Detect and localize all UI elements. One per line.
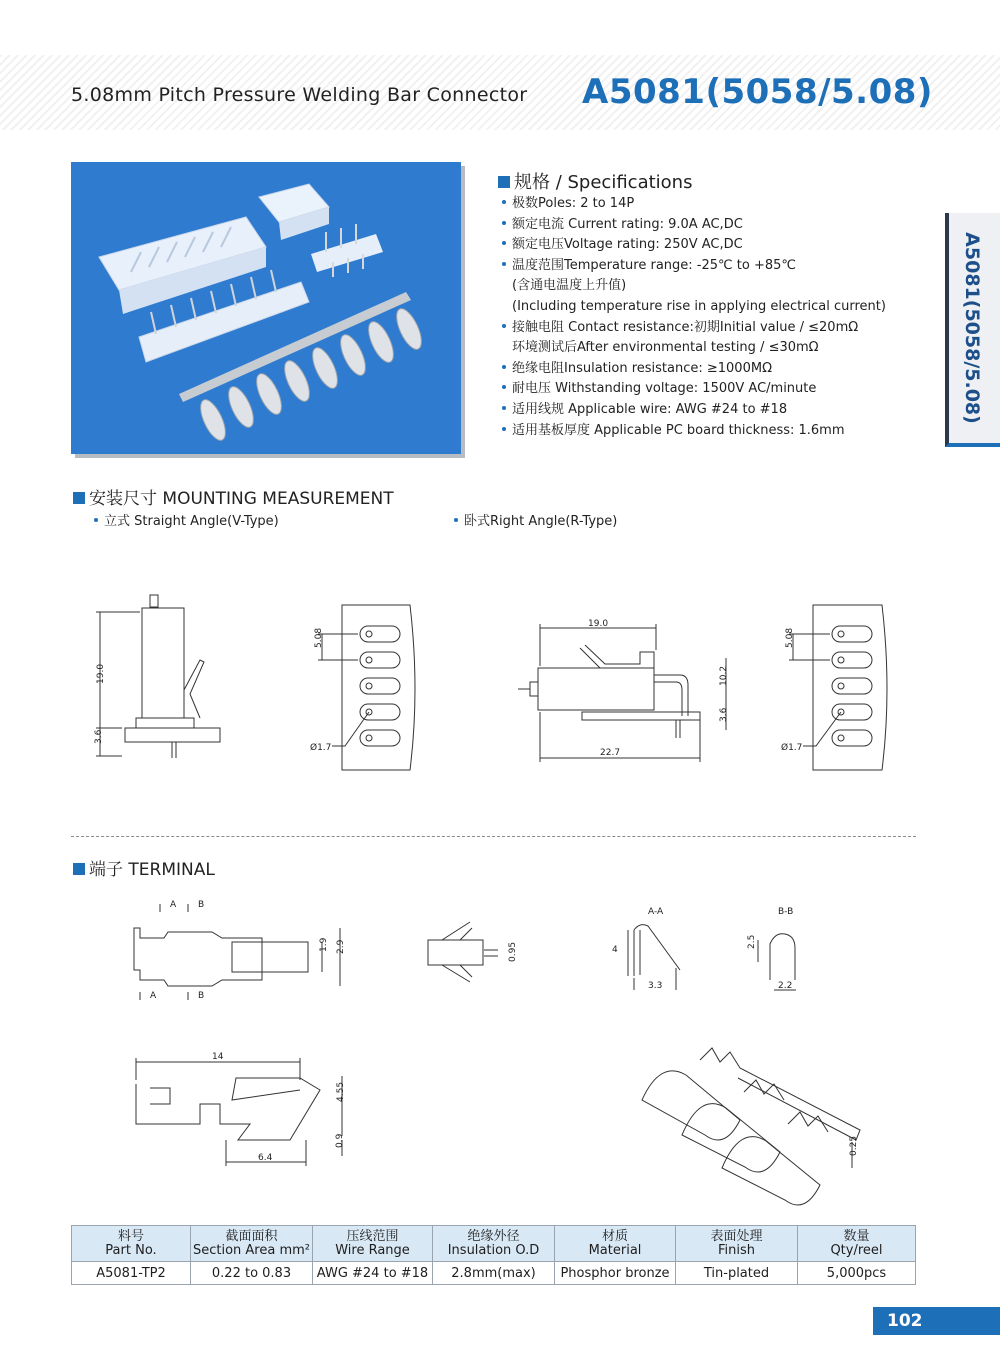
v-type-label: 立式 Straight Angle(V-Type) <box>94 510 279 529</box>
dim-label: Ø1.7 <box>310 743 332 753</box>
dim-label: 3.6 <box>94 729 104 744</box>
dim-label: 0.95 <box>508 941 518 962</box>
r-type-pcb-drawing <box>789 605 887 770</box>
table-cell: A5081-TP2 <box>72 1262 191 1285</box>
dim-label: B-B <box>778 907 794 917</box>
dim-label: 6.4 <box>258 1153 273 1163</box>
specifications-heading: 规格 / Specifications <box>498 168 692 194</box>
dim-label: 14 <box>212 1052 224 1062</box>
dim-label: B <box>198 991 205 1001</box>
terminal-heading: 端子 TERMINAL <box>73 855 215 880</box>
spec-item: 适用线规 Applicable wire: AWG #24 to #18 <box>502 400 886 421</box>
spec-item: 温度范围Temperature range: -25℃ to +85℃ <box>502 256 886 277</box>
r-type-side-drawing <box>518 624 726 762</box>
r-type-label: 卧式Right Angle(R-Type) <box>454 510 617 529</box>
table-header-cell: 材质 Material <box>555 1226 676 1262</box>
model-title: A5081(5058/5.08) <box>582 72 933 112</box>
square-bullet-icon <box>73 863 85 875</box>
table-header-cell: 绝缘外径 Insulation O.D <box>433 1226 555 1262</box>
dim-label: A <box>150 991 157 1001</box>
dim-label: 0.9 <box>335 1133 345 1148</box>
spec-item: 额定电压Voltage rating: 250V AC,DC <box>502 235 886 256</box>
table-cell: 2.8mm(max) <box>433 1262 555 1285</box>
table-cell: Tin-plated <box>676 1262 798 1285</box>
terminal-iso-drawing <box>642 1048 860 1205</box>
table-header-cell: 截面面积 Section Area mm² <box>191 1226 313 1262</box>
v-type-pcb-drawing <box>318 605 415 770</box>
dim-label: 19.0 <box>96 663 106 684</box>
dim-label: 5.08 <box>314 627 324 648</box>
terminal-side-drawing <box>136 1058 342 1166</box>
terminal-end-drawing <box>428 922 498 982</box>
dim-label: A-A <box>648 907 664 917</box>
terminal-top-drawing <box>134 904 340 1000</box>
dim-label: 2.2 <box>778 981 793 991</box>
dim-label: 0.25 <box>849 1135 859 1156</box>
table-row <box>72 1262 916 1285</box>
dim-label: A <box>170 900 177 910</box>
table-header-cell: 压线范围 Wire Range <box>313 1226 433 1262</box>
table-header-cell: 数量 Qty/reel <box>798 1226 916 1262</box>
v-type-side-drawing <box>96 595 220 758</box>
dim-label: 3.3 <box>648 981 663 991</box>
page-number-tab <box>873 1307 1000 1335</box>
table-header-cell: 表面处理 Finish <box>676 1226 798 1262</box>
mounting-heading: 安装尺寸 MOUNTING MEASUREMENT <box>73 484 394 509</box>
dim-label: 22.7 <box>600 748 621 758</box>
spec-item: 绝缘电阻Insulation resistance: ≥1000MΩ <box>502 359 886 380</box>
spec-item-continued: (含通电温度上升值) <box>512 278 627 294</box>
dim-label: 5.08 <box>785 627 795 648</box>
table-cell: AWG #24 to #18 <box>313 1262 433 1285</box>
spec-item-continued: 环境测试后After environmental testing / ≤30mΩ <box>512 340 819 356</box>
dim-label: 4 <box>612 945 618 955</box>
dim-label: 2.9 <box>336 939 346 954</box>
spec-item: 额定电流 Current rating: 9.0A AC,DC <box>502 215 886 236</box>
dim-label: 4.55 <box>336 1081 346 1102</box>
spec-item-continued: (Including temperature rise in applying electrical current) <box>512 298 886 314</box>
dim-label: 3.6 <box>719 707 729 722</box>
product-subtitle: 5.08mm Pitch Pressure Welding Bar Connector <box>71 84 528 106</box>
spec-item: 极数Poles: 2 to 14P <box>502 194 886 215</box>
dim-label: B <box>198 900 205 910</box>
page-number: 102 <box>887 1311 923 1331</box>
dim-label: 2.5 <box>747 934 757 949</box>
table-header-row <box>72 1226 916 1262</box>
table-cell: 5,000pcs <box>798 1262 916 1285</box>
terminal-spec-table <box>71 1225 916 1285</box>
table-cell: Phosphor bronze <box>555 1262 676 1285</box>
spec-item: 耐电压 Withstanding voltage: 1500V AC/minute <box>502 379 886 400</box>
dim-label: 10.2 <box>719 665 729 686</box>
side-tab-label: A5081(5058/5.08) <box>961 232 983 424</box>
spec-item: 接触电阻 Contact resistance:初期Initial value / ≤20mΩ <box>502 318 886 339</box>
dim-label: 19.0 <box>588 619 609 629</box>
spec-item: 适用基板厚度 Applicable PC board thickness: 1.6mm <box>502 421 886 442</box>
dim-label: 1.9 <box>319 937 329 952</box>
section-divider <box>71 836 916 837</box>
table-cell: 0.22 to 0.83 <box>191 1262 313 1285</box>
dim-label: Ø1.7 <box>781 743 803 753</box>
table-header-cell: 料号 Part No. <box>72 1226 191 1262</box>
